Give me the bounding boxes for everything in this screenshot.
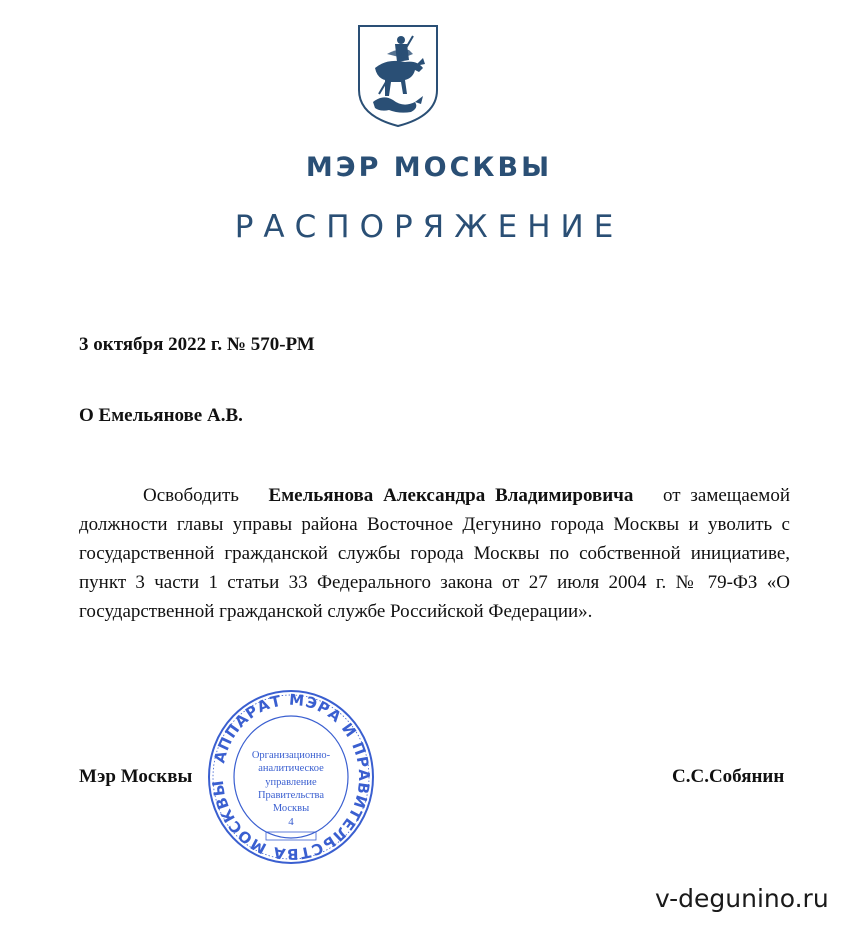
stamp-line-2: аналитическое [258,763,324,774]
official-stamp [206,688,376,866]
website-watermark: v-degunino.ru [655,884,829,913]
document-type-title: РАСПОРЯЖЕНИЕ [234,209,624,245]
subject-line: О Емельянове А.В. [79,405,243,426]
stamp-line-5: Москвы [272,803,310,814]
stamp-number: 4 [288,816,294,828]
body-verb: Освободить [143,485,239,506]
stamp-line-1: Организационно- [251,750,331,761]
signature-position: Мэр Москвы [79,766,193,787]
signatory-name: С.С.Собянин [672,766,785,787]
date-number-line: 3 октября 2022 г. № 570-РМ [79,334,315,355]
moscow-coat-of-arms-icon [357,24,439,128]
mayor-title: МЭР МОСКВЫ [305,152,553,183]
stamp-line-3: управление [265,777,317,788]
stamp-line-4: Правительства [257,790,325,801]
body-rest: от замещаемой должности главы управы района Восточное Дегунино города Москвы и уволить с государственной гражданской службы города Москвы по собственной инициативе, пункт 3 части 1 статьи 33 Федерального закона от 27 июля 2004 г. № 79-ФЗ «О государственной гражданской службе Российской Федерации». [79,485,790,622]
order-body-paragraph [79,481,790,626]
stamp-outer-text: АППАРАТ МЭРА И ПРАВИТЕЛЬСТВА МОСКВЫ [208,690,374,864]
body-person-name: Емельянова Александра Владимировича [268,485,634,506]
